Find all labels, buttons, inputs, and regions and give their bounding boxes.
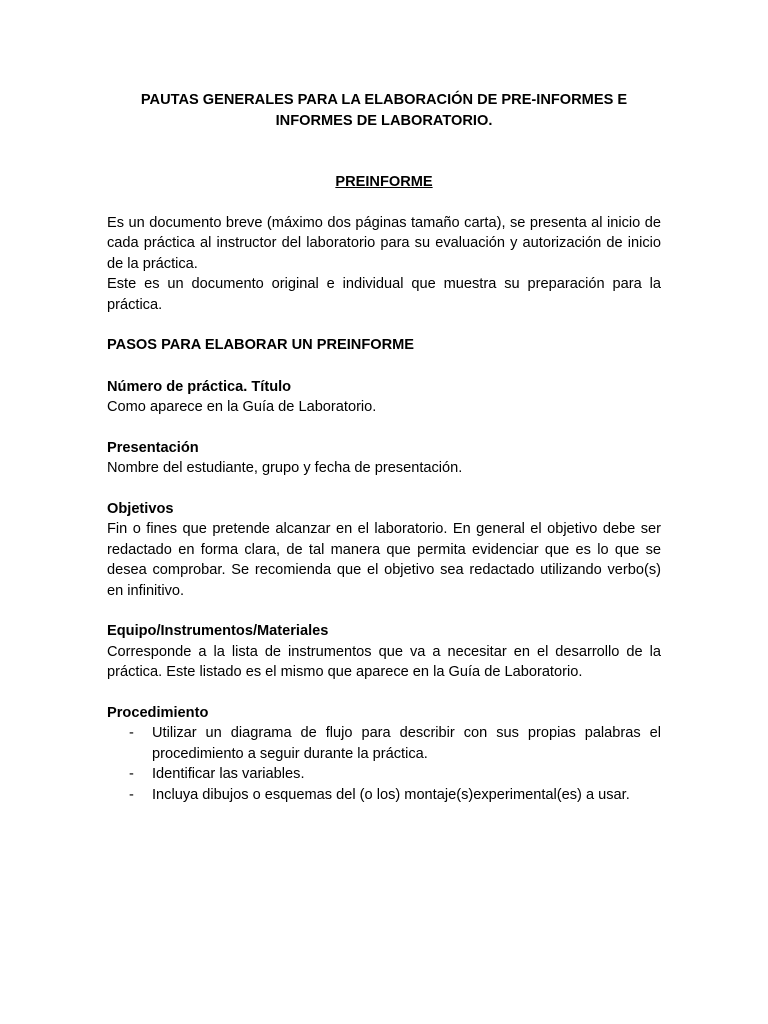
section-title-preinforme: PREINFORME [335,174,433,190]
bullet-marker: - [129,725,134,741]
subheading-objetivos: Objetivos [107,500,174,517]
subheading-presentacion: Presentación [107,439,199,456]
steps-heading: PASOS PARA ELABORAR UN PREINFORME [107,337,415,353]
body-numero-practica: Como aparece en la Guía de Laboratorio. [107,399,377,415]
list-item [129,723,661,764]
list-item [129,785,661,806]
bullet-marker: - [129,766,134,782]
intro-paragraph-2: Este es un documento original e individual que muestra su preparación para la práctica. [107,276,661,313]
body-objetivos: Fin o fines que pretende alcanzar en el laboratorio. En general el objetivo debe ser redactado en forma clara, de tal manera que permita evidenciar que es lo que se desea comprobar. Se recomienda que el objetivo sea redactado utilizando verbo(s) en infinitivo. [107,521,661,599]
list-item [129,764,661,785]
document-page [107,90,661,805]
subheading-equipo: Equipo/Instrumentos/Materiales [107,623,329,639]
subheading-procedimiento: Procedimiento [107,704,209,721]
bullet-marker: - [129,786,134,803]
list-item-text: Identificar las variables. [152,766,305,782]
document-title: PAUTAS GENERALES PARA LA ELABORACIÓN DE PRE-INFORMES E INFORMES DE LABORATORIO. [140,92,628,129]
list-item-text: Incluya dibujos o esquemas del (o los) montaje(s)experimental(es) a usar. [152,786,630,803]
intro-paragraph-1: Es un documento breve (máximo dos páginas tamaño carta), se presenta al inicio de cada práctica al instructor del laboratorio para su evaluación y autorización de inicio de la práctica. [107,214,661,272]
list-item-text: Utilizar un diagrama de flujo para describir con sus propias palabras el procedimiento a seguir durante la práctica. [152,725,661,762]
body-equipo: Corresponde a la lista de instrumentos que va a necesitar en el desarrollo de la práctica. Este listado es el mismo que aparece en la Guía de Laboratorio. [107,643,661,680]
subheading-numero-practica: Número de práctica. Título [107,378,292,395]
procedure-list [107,723,661,805]
body-presentacion: Nombre del estudiante, grupo y fecha de presentación. [107,460,463,476]
